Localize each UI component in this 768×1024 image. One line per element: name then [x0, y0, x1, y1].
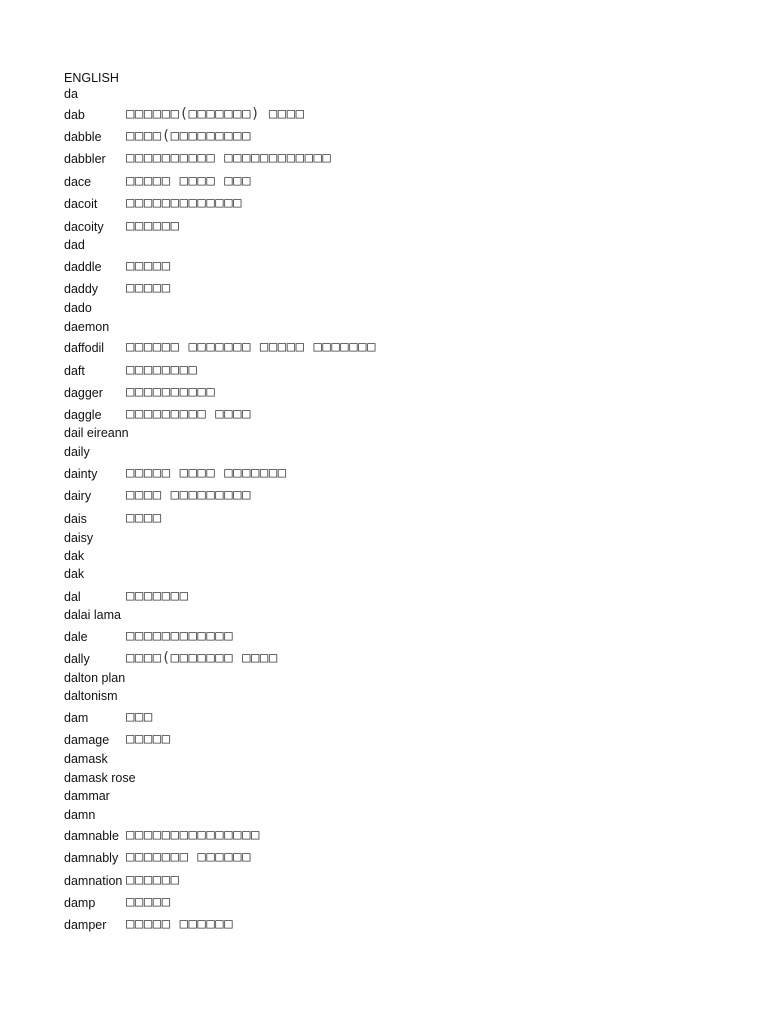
entry-word: daffodil: [64, 341, 105, 355]
entry-word: dagger: [64, 386, 103, 400]
entry-meaning: □□□□□: [126, 894, 171, 910]
entry-word: dab: [64, 108, 85, 122]
entry-meaning: □□□□□ □□□□□□: [126, 916, 234, 932]
entry-meaning: □□□□□: [126, 258, 171, 274]
entry-meaning: □□□□□□□□□□□□□: [126, 195, 243, 211]
entry-row: [64, 486, 764, 506]
entry-row: [64, 194, 764, 214]
entry-word: dado: [64, 301, 92, 315]
entry-word: dabbler: [64, 152, 106, 166]
entry-row: [64, 587, 764, 607]
entry-word: dabble: [64, 130, 102, 144]
entry-row: [64, 149, 764, 169]
entry-row: [64, 627, 764, 647]
entry-row: [64, 105, 764, 125]
entry-meaning: □□□□□□□□□□: [126, 384, 216, 400]
entry-row: [64, 848, 764, 868]
entry-meaning: □□□□(□□□□□□□ □□□□: [126, 650, 278, 666]
entry-row: [64, 786, 764, 806]
entry-word: dak: [64, 567, 85, 581]
entry-meaning: □□□□□□□ □□□□□□: [126, 849, 252, 865]
entry-word: daemon: [64, 320, 110, 334]
entry-meaning: □□□□□: [126, 731, 171, 747]
entry-meaning: □□□□□□ □□□□□□□ □□□□□ □□□□□□□: [126, 339, 377, 355]
entry-meaning: □□□□□: [126, 280, 171, 296]
entry-meaning: □□□: [126, 709, 153, 725]
entry-meaning: □□□□□□: [126, 218, 180, 234]
entry-row: [64, 127, 764, 147]
entry-word: damage: [64, 733, 110, 747]
entry-meaning: □□□□□□□□□□□□□□□: [126, 827, 260, 843]
entry-row: [64, 564, 764, 584]
entry-word: daily: [64, 445, 90, 459]
entry-word: dace: [64, 175, 92, 189]
entry-meaning: □□□□□□□: [126, 588, 189, 604]
entry-word: damp: [64, 896, 96, 910]
entry-word: dacoity: [64, 220, 104, 234]
entry-word: dal: [64, 590, 81, 604]
entry-row: [64, 528, 764, 548]
entry-word: damper: [64, 918, 107, 932]
entry-row: [64, 708, 764, 728]
entry-meaning: □□□□: [126, 510, 162, 526]
entry-meaning: □□□□□□□□□□ □□□□□□□□□□□□: [126, 150, 332, 166]
entry-row: [64, 338, 764, 358]
entry-row: [64, 464, 764, 484]
entry-word: daft: [64, 364, 85, 378]
entry-word: dacoit: [64, 197, 98, 211]
entry-row: [64, 442, 764, 462]
entry-meaning: □□□□□ □□□□ □□□□□□□: [126, 465, 287, 481]
entry-meaning: □□□□ □□□□□□□□□: [126, 487, 252, 503]
entry-row: [64, 826, 764, 846]
entry-word: damnably: [64, 851, 119, 865]
entry-meaning: □□□□□□: [126, 872, 180, 888]
entry-row: [64, 423, 764, 443]
entry-row: [64, 605, 764, 625]
entry-row: [64, 805, 764, 825]
entry-row: [64, 383, 764, 403]
entry-row: [64, 405, 764, 425]
entry-word: daisy: [64, 531, 94, 545]
entry-word: dak: [64, 549, 85, 563]
entry-row: [64, 235, 764, 255]
entry-word: dally: [64, 652, 90, 666]
column-heading: ENGLISH: [64, 71, 119, 85]
entry-word: dail eireann: [64, 426, 129, 440]
entry-word: daltonism: [64, 689, 118, 703]
entry-row: [64, 279, 764, 299]
entry-meaning: □□□□□□□□□ □□□□: [126, 406, 252, 422]
entry-word: daddle: [64, 260, 102, 274]
entry-word: damnable: [64, 829, 119, 843]
entry-word: dad: [64, 238, 85, 252]
entry-row: [64, 768, 764, 788]
entry-row: [64, 730, 764, 750]
entry-row: [64, 546, 764, 566]
entry-word: damask: [64, 752, 108, 766]
entry-row: [64, 298, 764, 318]
entry-row: [64, 893, 764, 913]
entry-word: da: [64, 87, 78, 101]
entry-word: dairy: [64, 489, 92, 503]
entry-meaning: □□□□□□□□□□□□: [126, 628, 234, 644]
entry-row: [64, 649, 764, 669]
entry-row: [64, 84, 764, 104]
entry-row: [64, 172, 764, 192]
entry-row: [64, 217, 764, 237]
entry-row: [64, 871, 764, 891]
entry-row: [64, 361, 764, 381]
entry-row: [64, 317, 764, 337]
entry-row: [64, 257, 764, 277]
entry-meaning: □□□□□ □□□□ □□□: [126, 173, 252, 189]
entry-row: [64, 686, 764, 706]
entry-word: daddy: [64, 282, 99, 296]
entry-row: [64, 668, 764, 688]
entry-word: dalai lama: [64, 608, 121, 622]
entry-meaning: □□□□□□(□□□□□□□) □□□□: [126, 106, 305, 122]
entry-row: [64, 915, 764, 935]
entry-meaning: □□□□(□□□□□□□□□: [126, 128, 252, 144]
entry-word: dam: [64, 711, 89, 725]
entry-row: [64, 749, 764, 769]
entry-word: dammar: [64, 789, 110, 803]
entry-word: dainty: [64, 467, 98, 481]
entry-word: damask rose: [64, 771, 136, 785]
entry-row: [64, 509, 764, 529]
entry-meaning: □□□□□□□□: [126, 362, 198, 378]
entry-word: dale: [64, 630, 88, 644]
entry-word: dalton plan: [64, 671, 126, 685]
entry-word: damnation: [64, 874, 123, 888]
entry-word: daggle: [64, 408, 102, 422]
entry-word: dais: [64, 512, 87, 526]
entry-word: damn: [64, 808, 96, 822]
